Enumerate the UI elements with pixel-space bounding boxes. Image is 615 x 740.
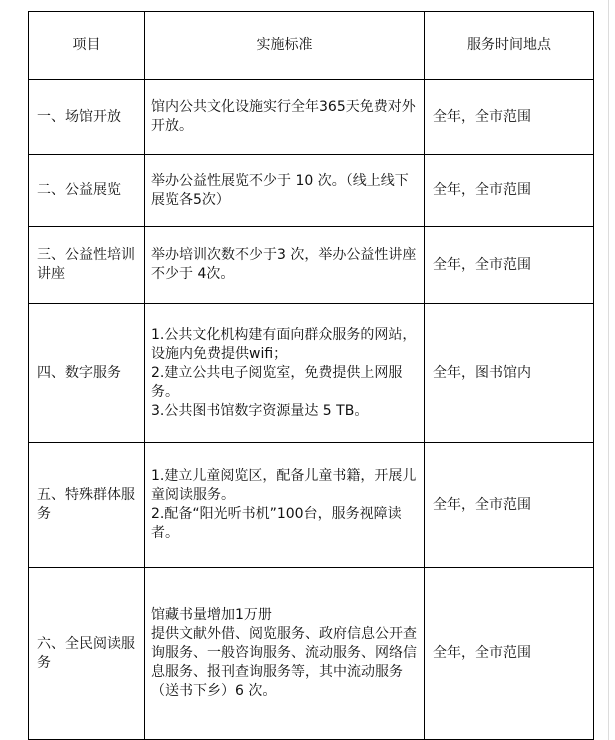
standard-line: 2.建立公共电子阅览室，免费提供上网服务。 <box>151 364 403 400</box>
row-standard <box>145 443 425 568</box>
page-edge-rule <box>608 0 609 740</box>
standard-line: 3.公共图书馆数字资源量达 5 TB。 <box>151 402 369 419</box>
row-time-place: 全年，全市范围 <box>425 155 594 227</box>
row-item: 一、场馆开放 <box>29 80 145 155</box>
header-standard: 实施标准 <box>145 12 425 80</box>
standard-line: 提供文献外借、阅览服务、政府信息公开查询服务、一般咨询服务、流动服务、网络信息服务、报刊查询服务等，其中流动服务（送书下乡）6 次。 <box>151 626 417 699</box>
row-standard <box>145 304 425 443</box>
table-row <box>29 227 594 304</box>
standard-line: 举办公益性展览不少于 10 次。（线上线下展览各5次） <box>151 172 409 208</box>
row-item: 五、特殊群体服务 <box>29 443 145 568</box>
row-item: 二、公益展览 <box>29 155 145 227</box>
table-header-row <box>29 12 594 80</box>
row-standard <box>145 568 425 740</box>
row-time-place: 全年，图书馆内 <box>425 304 594 443</box>
row-item: 三、公益性培训讲座 <box>29 227 145 304</box>
row-standard <box>145 155 425 227</box>
standard-line: 举办培训次数不少于3 次，举办公益性讲座不少于 4次。 <box>151 247 417 282</box>
row-standard <box>145 80 425 155</box>
row-time-place: 全年，全市范围 <box>425 568 594 740</box>
header-time-place: 服务时间地点 <box>425 12 594 80</box>
header-item: 项目 <box>29 12 145 80</box>
standard-line: 馆藏书量增加1万册 <box>151 607 272 623</box>
table-row <box>29 443 594 568</box>
standard-line: 1.公共文化机构建有面向群众服务的网站，设施内免费提供wifi； <box>151 326 417 362</box>
row-time-place: 全年，全市范围 <box>425 227 594 304</box>
service-standards-table <box>28 11 594 740</box>
row-time-place: 全年，全市范围 <box>425 80 594 155</box>
standard-line: 馆内公共文化设施实行全年365天免费对外开放。 <box>151 99 416 134</box>
row-standard <box>145 227 425 304</box>
table-row <box>29 568 594 740</box>
standard-line: 2.配备“阳光听书机”100台，服务视障读者。 <box>151 506 402 541</box>
row-item: 六、全民阅读服务 <box>29 568 145 740</box>
row-time-place: 全年，全市范围 <box>425 443 594 568</box>
standard-line: 1.建立儿童阅览区，配备儿童书籍，开展儿童阅读服务。 <box>151 468 417 503</box>
table-row <box>29 155 594 227</box>
table-row <box>29 80 594 155</box>
row-item: 四、数字服务 <box>29 304 145 443</box>
table-row <box>29 304 594 443</box>
